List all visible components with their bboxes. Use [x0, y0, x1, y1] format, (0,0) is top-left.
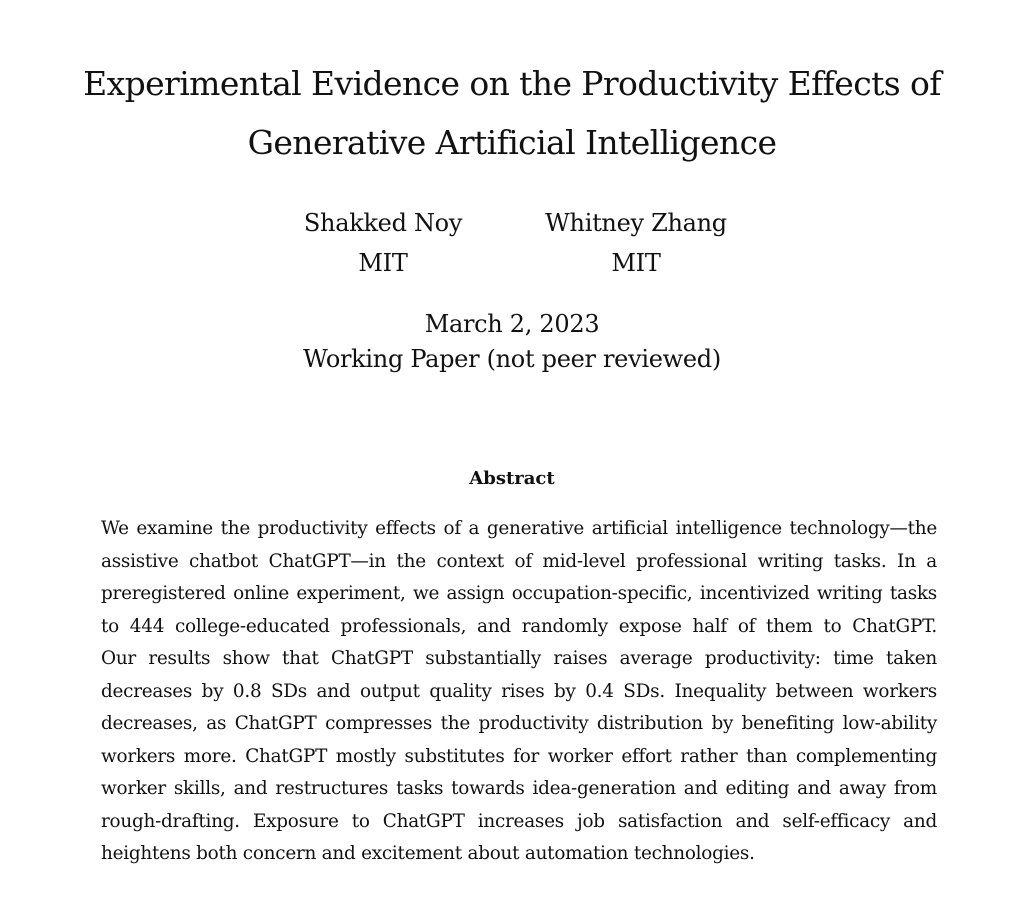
abstract-line: assistive chatbot ChatGPT—in the context of mid-level professional writing tasks. In a [101, 550, 937, 572]
paper-title-line-1: Experimental Evidence on the Productivity Effects of [83, 64, 941, 103]
author-affiliation: MIT [358, 249, 408, 277]
paper-meta [0, 307, 1024, 377]
abstract-body [101, 513, 937, 871]
author-name: Shakked Noy [303, 209, 463, 237]
paper-title [0, 54, 1024, 172]
abstract-line: We examine the productivity effects of a generative artificial intelligence technology—the [101, 518, 937, 539]
paper-status: Working Paper (not peer reviewed) [303, 345, 721, 373]
author-name: Whitney Zhang [545, 209, 727, 237]
abstract-line: decreases, as ChatGPT compresses the productivity distribution by benefiting low-ability [101, 713, 937, 734]
author-block [516, 203, 756, 283]
abstract-heading: Abstract [469, 468, 555, 489]
author-block [263, 203, 503, 283]
abstract-line: to 444 college-educated professionals, and randomly expose half of them to ChatGPT. [101, 615, 937, 637]
abstract-line: preregistered online experiment, we assign occupation-specific, incentivized writing tasks [101, 583, 937, 604]
abstract-line: Our results show that ChatGPT substantially raises average productivity: time taken [101, 648, 937, 669]
paper-title-line-2: Generative Artificial Intelligence [247, 123, 777, 162]
paper-date: March 2, 2023 [424, 310, 600, 338]
abstract-line: heightens both concern and excitement about automation technologies. [101, 843, 755, 864]
abstract-line: workers more. ChatGPT mostly substitutes for worker effort rather than complementing [101, 745, 937, 767]
abstract-line: decreases by 0.8 SDs and output quality rises by 0.4 SDs. Inequality between workers [101, 680, 937, 702]
abstract-line: worker skills, and restructures tasks towards idea-generation and editing and away from [101, 778, 937, 799]
author-affiliation: MIT [611, 249, 661, 277]
abstract-line: rough-drafting. Exposure to ChatGPT increases job satisfaction and self-efficacy and [101, 810, 937, 832]
